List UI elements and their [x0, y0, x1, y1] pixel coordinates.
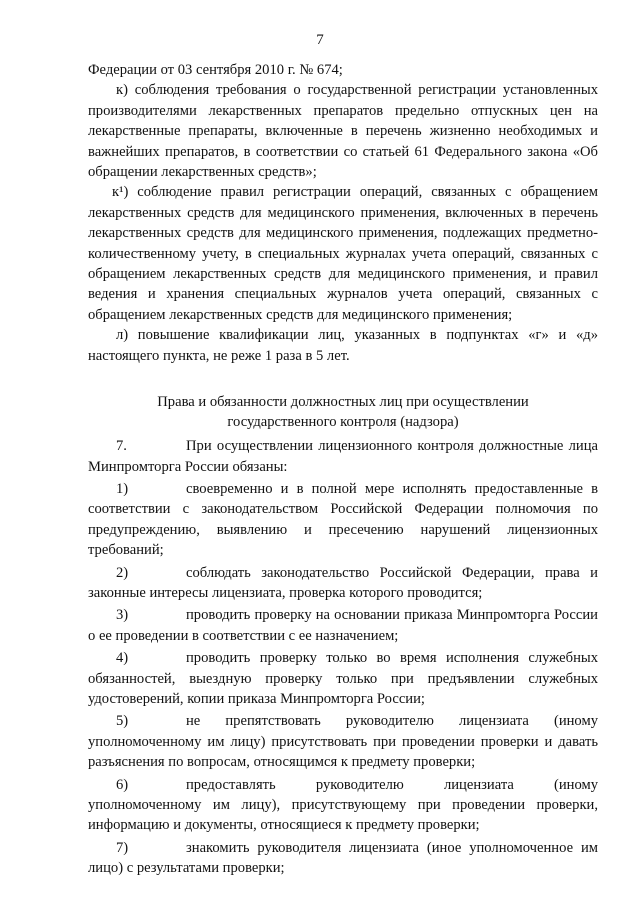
- list-item: [88, 838, 598, 879]
- paragraph-l: л) повышение квалификации лиц, указанных в подпунктах «г» и «д» настоящего пункта, не реже 1 раза в 5 лет.: [88, 327, 598, 364]
- list-item-number: 7): [116, 839, 129, 856]
- list-item-text: предоставлять руководителю лицензиата (иному уполномоченному им лицу), присутствующему при проведении проверки, информацию и документы, относящиеся к предмету проверки;: [88, 776, 598, 834]
- paragraph-continuation: Федерации от 03 сентября 2010 г. № 674;: [88, 62, 343, 78]
- list-item: [88, 563, 598, 604]
- list-item-text: проводить проверку только во время исполнения служебных обязанностей, выездную проверку только при предъявлении служебных удостоверений, копии приказа Минпромторга России;: [88, 650, 598, 707]
- list-item-text: проводить проверку на основании приказа Минпромторга России о ее проведении в соответствии с ее назначением;: [88, 607, 598, 644]
- list-item-text: соблюдать законодательство Российской Федерации, права и законные интересы лицензиата, проверка которого проводится;: [88, 564, 598, 601]
- list-item: [88, 775, 598, 836]
- section-heading: Права и обязанности должностных лиц при осуществлении государственного контроля (надзора): [157, 394, 529, 431]
- list-item: [88, 605, 598, 646]
- list-item-number: 5): [116, 713, 129, 730]
- list-item-number: 4): [116, 650, 129, 667]
- list-item-number: 2): [116, 564, 129, 581]
- list-item: [88, 711, 598, 772]
- paragraph-k: к) соблюдения требования о государственной регистрации установленных производителями лекарственных препаратов предельно отпускных цен на лекарственные препараты, включенные в перечень жизненно необходимых и важнейших препаратов, в соответствии со статьей 61 Федерального закона «Об обращении лекарственных средств»;: [88, 82, 598, 181]
- page-number: 7: [316, 32, 324, 48]
- list-item-number: 3): [116, 607, 129, 624]
- list-item-text: не препятствовать руководителю лицензиата (иному уполномоченному им лицу) присутствовать при проведении проверки и давать разъяснения по вопросам, относящимся к предмету проверки;: [88, 713, 598, 771]
- clause-number: 7.: [116, 438, 127, 455]
- list-item-number: 6): [116, 776, 129, 793]
- list-item-text: знакомить руководителя лицензиата (иное уполномоченное им лицо) с результатами проверки;: [88, 839, 598, 877]
- list-item: [88, 648, 598, 709]
- list-item-text: своевременно и в полной мере исполнять предоставленные в соответствии с законодательством Российской Федерации полномочия по предупреждению, выявлению и пресечению нарушений лицензионных требований;: [88, 480, 598, 559]
- page-body: [88, 60, 598, 879]
- list-item: [88, 479, 598, 561]
- list-item-number: 1): [116, 480, 129, 497]
- clause-text: При осуществлении лицензионного контроля должностные лица Минпромторга России обязаны:: [88, 438, 598, 475]
- clause-7: [88, 436, 598, 477]
- paragraph-k1: к¹) соблюдение правил регистрации операций, связанных с обращением лекарственных средств для медицинского применения, включенных в перечень лекарственных средств для медицинского применения, подлежащих предметно-количественному учету, в специальных журналах учета операций, связанных с обращением лекарственных средств для медицинского применения, и правил ведения и хранения специальных журналов учета операций, связанных с обращением лекарственных средств для медицинского применения;: [88, 184, 598, 323]
